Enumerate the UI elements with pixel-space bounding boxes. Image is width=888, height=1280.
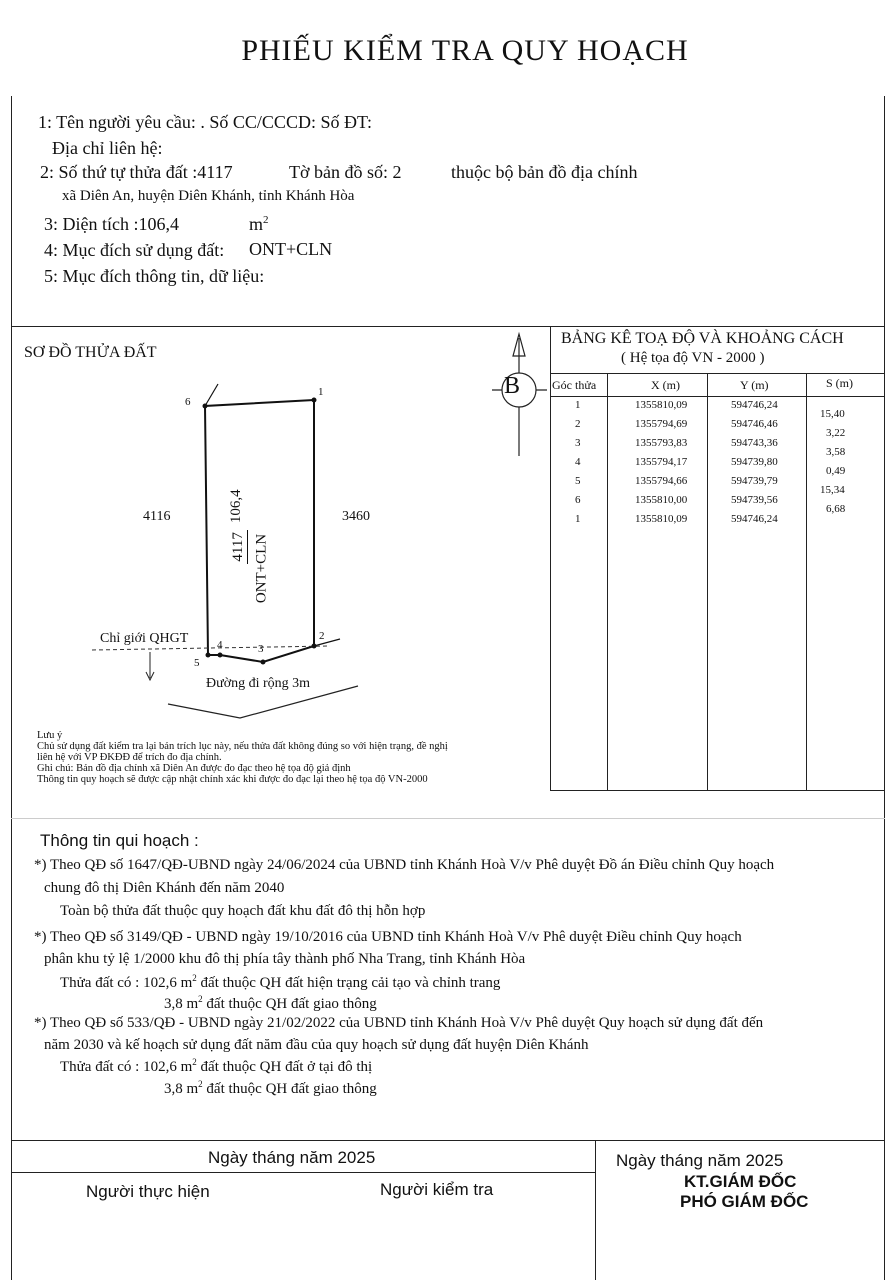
planning-p2-l2: phân khu tỷ lệ 1/2000 khu đô thị phía tây thành phố Nha Trang, tỉnh Khánh Hòa [44,951,526,967]
neighbor-left: 4116 [143,509,171,524]
frame-right [884,96,885,1280]
road-label: Đường đi rộng 3m [206,676,311,691]
header-corner: Góc thửa [552,378,597,392]
table-cell-x: 1355794,69 [635,418,688,430]
table-cell-y: 594739,80 [731,456,778,468]
table-cell-distance: 3,22 [826,427,846,439]
purpose-line: 5: Mục đích thông tin, dữ liệu: [44,266,265,286]
planning-p1-l2: chung đô thị Diên Khánh đến năm 2040 [44,880,285,896]
table-cell-point: 4 [575,456,581,468]
neighbor-right: 3460 [342,509,370,524]
table-cell-y: 594739,56 [731,494,778,506]
table-cell-y: 594746,24 [731,399,778,411]
notes [37,730,448,785]
header-y: Y (m) [740,378,769,392]
note-line: Chủ sử dụng đất kiểm tra lại bản trích lục này, nếu thửa đất không đúng so với hiện trạng, đề nghị [37,741,448,752]
point-label-5: 5 [194,657,200,669]
table-cell-x: 1355793,83 [635,437,688,449]
table-cell-x: 1355810,09 [635,399,688,411]
table-cell-y: 594746,46 [731,418,778,430]
parcel-use: ONT+CLN [253,533,270,604]
note-line: Ghi chú: Bản đồ địa chính xã Diên An được đo đạc theo hệ tọa độ giả định [37,763,351,774]
table-cell-point: 1 [575,513,581,525]
planning-p2-l1: *) Theo QĐ số 3149/QĐ - UBND ngày 19/10/2016 của UBND tỉnh Khánh Hoà V/v Phê duyệt Điều chỉnh Quy hoạch [34,929,742,945]
point-label-2: 2 [319,630,325,642]
table-cell-distance: 15,40 [820,408,845,420]
table-cell-y: 594746,24 [731,513,778,525]
land-use-label: 4: Mục đích sử dụng đất: [44,240,225,260]
performer-label: Người thực hiện [86,1182,210,1201]
table-cell-point: 5 [575,475,581,487]
table-cell-x: 1355794,17 [635,456,688,468]
point-label-3: 3 [258,643,264,655]
role-line-1: KT.GIÁM ĐỐC [684,1172,797,1191]
parcel-number-line: 2: Số thứ tự thửa đất :4117 [40,162,233,182]
coords-title: BẢNG KÊ TOẠ ĐỘ VÀ KHOẢNG CÁCH [561,330,844,347]
planning-boundary-label: Chỉ giới QHGT [100,631,189,646]
note-line: Lưu ý [37,730,63,741]
date-right: Ngày tháng năm 2025 [616,1151,784,1170]
table-cell-x: 1355794,66 [635,475,688,487]
requester-line: 1: Tên người yêu cầu: . Số CC/CCCD: Số ĐT: [38,112,373,132]
note-line: liên hệ với VP ĐKĐĐ để trích đo địa chính. [37,752,222,763]
note-line: Thông tin quy hoạch sẽ được cập nhật chính xác khi được đo đạc lại theo hệ tọa độ VN-2000 [37,774,428,785]
table-cell-y: 594739,79 [731,475,778,487]
parcel-address: xã Diên An, huyện Diên Khánh, tỉnh Khánh Hòa [62,188,355,204]
planning-p1-l1: *) Theo QĐ số 1647/QĐ-UBND ngày 24/06/2024 của UBND tỉnh Khánh Hoà V/v Phê duyệt Đồ án Điều chỉnh Quy hoạch [34,857,775,873]
point-label-4: 4 [217,639,223,651]
planning-p3-l1: *) Theo QĐ số 533/QĐ - UBND ngày 21/02/2022 của UBND tỉnh Khánh Hoà V/v Phê duyệt Quy hoạch sử dụng đất đến [34,1015,764,1031]
role-line-2: PHÓ GIÁM ĐỐC [680,1192,809,1211]
area-unit: $m^2$ [249,214,269,234]
table-cell-point: 1 [575,399,581,411]
table-cell-distance: 3,58 [826,446,846,458]
page-title: PHIẾU KIỂM TRA QUY HOẠCH [241,34,689,67]
table-cell-distance: 0,49 [826,465,846,477]
parcel-area: 106,4 [228,489,244,524]
planning-p1-l3: Toàn bộ thửa đất thuộc quy hoạch đất khu đất đô thị hỗn hợp [60,903,426,919]
date-left: Ngày tháng năm 2025 [208,1148,376,1167]
header-x: X (m) [651,378,680,392]
map-belongs: thuộc bộ bản đồ địa chính [451,162,638,182]
table-cell-distance: 6,68 [826,503,846,515]
planning-p3-l2: năm 2030 và kế hoạch sử dụng đất năm đầu của quy hoạch sử dụng đất huyện Diên Khánh [44,1037,589,1053]
table-cell-point: 3 [575,437,581,449]
address-line: Địa chỉ liên hệ: [52,138,163,158]
planning-p3-l3: Thửa đất có : 102,6 $m^2$ đất thuộc QH đất ở tại đô thị [60,1057,373,1075]
land-use-value: ONT+CLN [249,239,333,259]
coords-subtitle: ( Hệ tọa độ VN - 2000 ) [621,350,765,366]
checker-label: Người kiểm tra [380,1180,494,1199]
table-cell-x: 1355810,00 [635,494,688,506]
table-cell-distance: 15,34 [820,484,845,496]
parcel-number: 4117 [230,532,246,562]
point-label-1: 1 [318,386,324,398]
point-label-6: 6 [185,396,191,408]
table-cell-x: 1355810,09 [635,513,688,525]
table-cell-point: 6 [575,494,581,506]
planning-p3-l4: 3,8 $m^2$ đất thuộc QH đất giao thông [164,1079,377,1097]
compass-letter: B [504,373,521,399]
table-cell-point: 2 [575,418,581,430]
map-sheet: Tờ bản đồ số: 2 [289,162,402,182]
planning-p2-l3: Thửa đất có : 102,6 $m^2$ đất thuộc QH đất hiện trạng cải tạo và chỉnh trang [60,973,501,991]
area-line: 3: Diện tích :106,4 [44,214,179,234]
planning-heading: Thông tin qui hoạch : [40,831,199,850]
planning-p2-l4: 3,8 $m^2$ đất thuộc QH đất giao thông [164,994,377,1012]
header-s: S (m) [826,376,853,390]
table-cell-y: 594743,36 [731,437,778,449]
diagram-title: SƠ ĐỒ THỬA ĐẤT [24,344,157,361]
